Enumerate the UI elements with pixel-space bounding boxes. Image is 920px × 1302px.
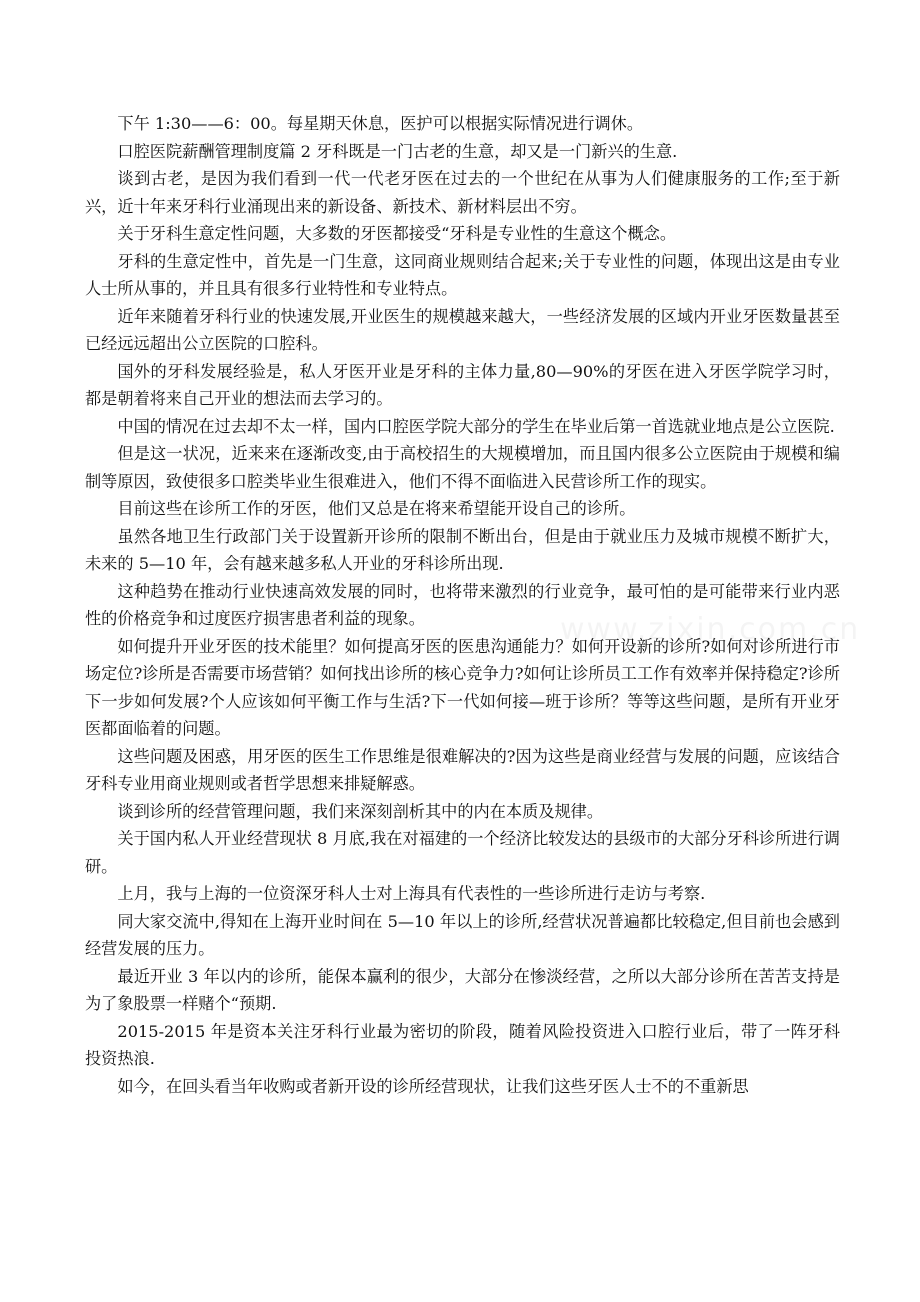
paragraph: 但是这一状况，近来来在逐渐改变,由于高校招生的大规模增加，而且国内很多公立医院由于规模和编制等原因，致使很多口腔类毕业生很难进入，他们不得不面临进入民营诊所工作的现实。: [85, 444, 840, 491]
paragraph: 谈到古老，是因为我们看到一代一代老牙医在过去的一个世纪在从事为人们健康服务的工作;至于新兴，近十年来牙科行业涌现出来的新设备、新技术、新材料层出不穷。: [85, 169, 840, 216]
paragraph: 同大家交流中,得知在上海开业时间在 5—10 年以上的诊所,经营状况普遍都比较稳定,但目前也会感到经营发展的压力。: [85, 911, 840, 958]
paragraph: 下午 1:30——6：00。每星期天休息，医护可以根据实际情况进行调休。: [117, 114, 644, 133]
paragraph: 如今，在回头看当年收购或者新开设的诊所经营现状，让我们这些牙医人士不的不重新思: [117, 1076, 749, 1096]
paragraph: 这些问题及困惑，用牙医的医生工作思维是很难解决的?因为这些是商业经营与发展的问题，应该结合牙科专业用商业规则或者哲学思想来排疑解惑。: [85, 746, 840, 793]
paragraph: 关于牙科生意定性问题，大多数的牙医都接受“牙科是专业性的生意这个概念。: [117, 224, 677, 243]
paragraph: 虽然各地卫生行政部门关于设置新开诊所的限制不断出台，但是由于就业压力及城市规模不断扩大，未来的 5—10 年，会有越来越多私人开业的牙科诊所出现.: [85, 526, 840, 573]
paragraph: 最近开业 3 年以内的诊所，能保本赢利的很少，大部分在惨淡经营，之所以大部分诊所在苦苦支持是为了象股票一样赌个“预期.: [85, 966, 840, 1013]
paragraph: 2015-2015 年是资本关注牙科行业最为密切的阶段，随着风险投资进入口腔行业后，带了一阵牙科投资热浪.: [85, 1021, 840, 1068]
paragraph: 上月，我与上海的一位资深牙科人士对上海具有代表性的一些诊所进行走访与考察.: [117, 884, 706, 903]
paragraph: 国外的牙科发展经验是，私人牙医开业是牙科的主体力量,80—90%的牙医在进入牙医学院学习时，都是朝着将来自己开业的想法而去学习的。: [85, 361, 840, 408]
paragraph: 如何提升开业牙医的技术能里？如何提高牙医的医患沟通能力？如何开设新的诊所?如何对诊所进行市场定位?诊所是否需要市场营销？如何找出诊所的核心竞争力?如何让诊所员工工作有效率并保持稳定?诊所下一步如何发展?个人应该如何平衡工作与生活?下一代如何接—班于诊所？等等这些问题，是所有开业牙医都面临着的问题。: [85, 636, 840, 738]
paragraph: 中国的情况在过去却不太一样，国内口腔医学院大部分的学生在毕业后第一首选就业地点是公立医院.: [117, 416, 835, 436]
paragraph: 这种趋势在推动行业快速高效发展的同时，也将带来激烈的行业竞争，最可怕的是可能带来行业内恶性的价格竞争和过度医疗损害患者利益的现象。: [85, 581, 840, 628]
paragraph: 谈到诊所的经营管理问题，我们来深刻剖析其中的内在本质及规律。: [117, 801, 604, 821]
document-body: [85, 110, 840, 1100]
paragraph: 近年来随着牙科行业的快速发展,开业医生的规模越来越大，一些经济发展的区域内开业牙医数量甚至已经远远超出公立医院的口腔科。: [85, 306, 840, 353]
paragraph: 关于国内私人开业经营现状 8 月底,我在对福建的一个经济比较发达的县级市的大部分牙科诊所进行调研。: [85, 829, 840, 876]
paragraph: 口腔医院薪酬管理制度篇 2 牙科既是一门古老的生意，却又是一门新兴的生意.: [117, 141, 678, 161]
paragraph: 目前这些在诊所工作的牙医，他们又总是在将来希望能开设自己的诊所。: [117, 499, 636, 518]
paragraph: 牙科的生意定性中，首先是一门生意，这同商业规则结合起来;关于专业性的问题，体现出这是由专业人士所从事的，并且具有很多行业特性和专业特点。: [85, 251, 840, 298]
